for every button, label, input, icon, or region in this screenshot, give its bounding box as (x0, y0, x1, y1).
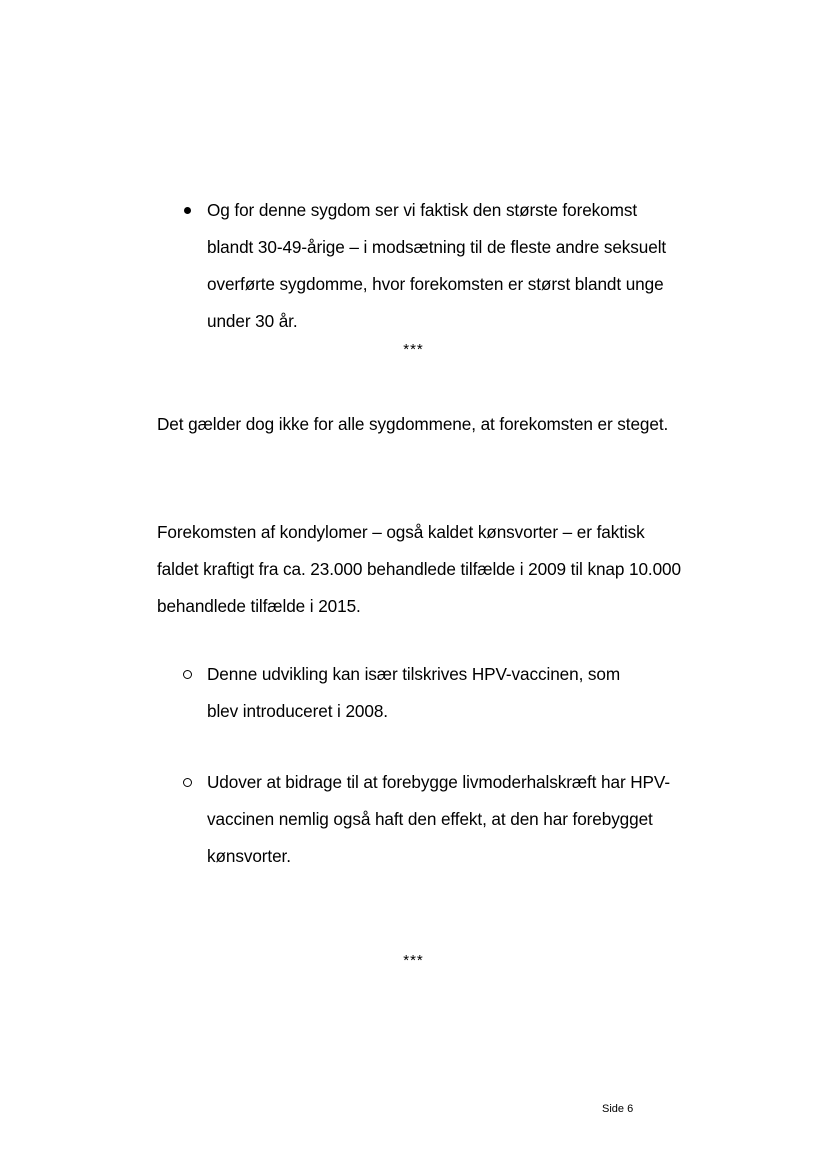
paragraph: Det gælder dog ikke for alle sygdommene, at forekomsten er steget. (157, 414, 669, 434)
sub-bullet-text: Udover at bidrage til at forebygge livmoderhalskræft har HPV-vaccinen nemlig også haft den effekt, at den har forebygget kønsvorter. (207, 772, 670, 866)
sub-bullet-text: Denne udvikling kan især tilskrives HPV-vaccinen, som blev introduceret i 2008. (207, 664, 621, 721)
section-separator: *** (403, 952, 424, 969)
section-separator: *** (403, 341, 424, 358)
sub-bullet-item (182, 656, 652, 730)
paragraph: Forekomsten af kondylomer – også kaldet kønsvorter – er faktisk faldet kraftigt fra ca. 23.000 behandlede tilfælde i 2009 til knap 10.000 behandlede tilfælde i 2015. (157, 522, 681, 616)
page-number: Side 6 (602, 1103, 634, 1115)
sub-bullet-item (182, 764, 672, 875)
bullet-item (182, 192, 682, 340)
bullet-text: Og for denne sygdom ser vi faktisk den største forekomst blandt 30-49-årige – i modsætning til de fleste andre seksuelt overførte sygdomme, hvor forekomsten er størst blandt unge under 30 år. (207, 200, 667, 331)
